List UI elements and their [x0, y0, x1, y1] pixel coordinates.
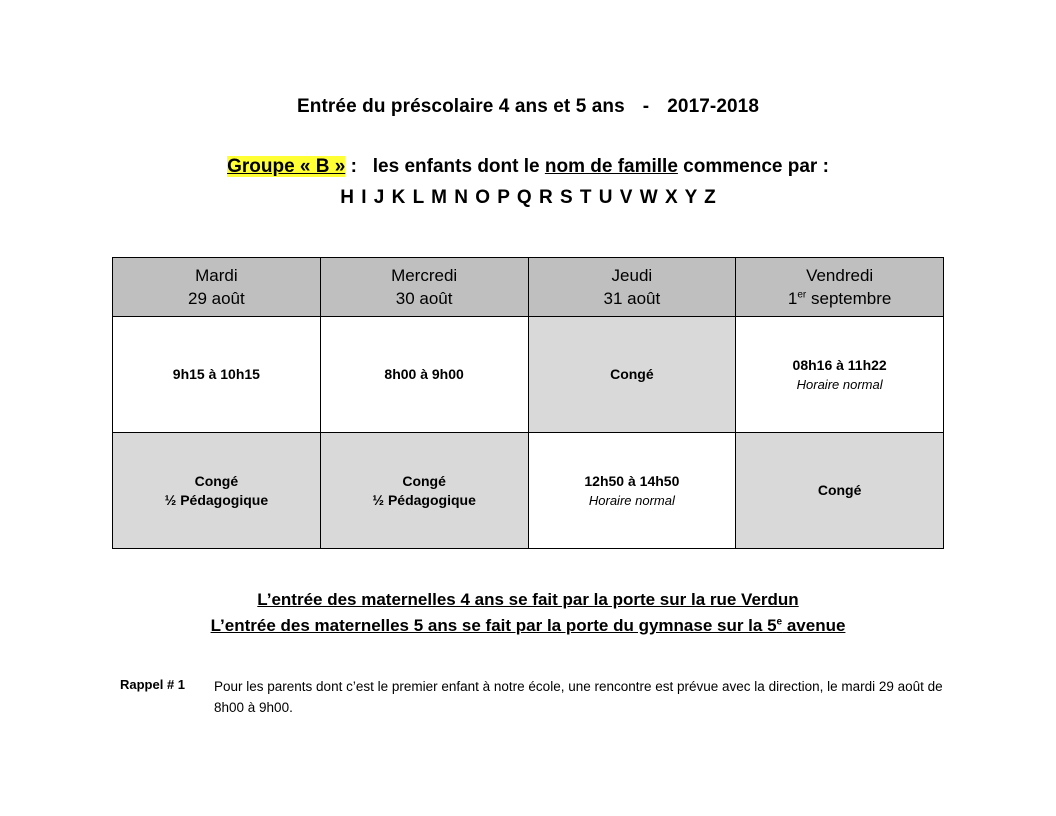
group-text-after: commence par :: [677, 156, 829, 177]
cell-main: 9h15 à 10h15: [172, 366, 260, 382]
cell-line2: ½ Pédagogique: [164, 491, 269, 508]
cell-main: Congé: [817, 482, 862, 498]
cell-sub: Horaire normal: [796, 376, 883, 392]
title-year: 2017-2018: [667, 96, 759, 117]
group-text-before: les enfants dont le: [372, 156, 545, 177]
cell-main: Congé: [402, 472, 446, 489]
group-label: Groupe « B »: [227, 156, 346, 177]
column-header-mardi: [113, 258, 321, 317]
notice-line-2: [0, 616, 1056, 636]
date-label: 30 août: [395, 289, 453, 308]
table-cell: [736, 317, 944, 433]
table-header-row: [113, 258, 944, 317]
title-text: Entrée du préscolaire 4 ans et 5 ans: [297, 96, 625, 117]
table-cell: [736, 433, 944, 549]
rappel-label: Rappel # 1: [120, 677, 186, 692]
notice-line-2-after: avenue: [782, 616, 846, 635]
schedule-table: [112, 257, 944, 549]
group-colon: :: [345, 156, 357, 177]
column-header-vendredi: [736, 258, 944, 317]
date-label: 31 août: [603, 289, 661, 308]
table-row: [113, 433, 944, 549]
page-title: [0, 96, 1056, 118]
date-rest: septembre: [806, 289, 892, 308]
date-label: 1: [787, 289, 798, 308]
group-line: [0, 156, 1056, 178]
column-header-mercredi: [320, 258, 528, 317]
table-cell: [113, 317, 321, 433]
notice-line-2-before: L’entrée des maternelles 5 ans se fait par la porte du gymnase sur la 5: [210, 616, 777, 635]
table-row: [113, 317, 944, 433]
notice-superscript: e: [776, 616, 783, 628]
cell-line2: ½ Pédagogique: [372, 491, 476, 508]
date-label: 29 août: [188, 289, 245, 308]
cell-main: Congé: [194, 472, 239, 489]
day-label: Vendredi: [806, 266, 874, 285]
table-cell: [320, 433, 528, 549]
group-underlined: nom de famille: [544, 156, 678, 177]
day-label: Mercredi: [391, 266, 458, 285]
table-cell: [320, 317, 528, 433]
cell-main: 8h00 à 9h00: [384, 366, 464, 382]
letters-list: H I J K L M N O P Q R S T U V W X Y Z: [340, 187, 716, 208]
table-cell: [113, 433, 321, 549]
notice-line-1: L’entrée des maternelles 4 ans se fait par la porte sur la rue Verdun: [257, 590, 799, 609]
rappel-text: Pour les parents dont c’est le premier enfant à notre école, une rencontre est prévue avec la direction, le mardi 29 août de 8h00 à 9h00.: [214, 679, 943, 715]
cell-sub: Horaire normal: [588, 492, 675, 508]
day-label: Jeudi: [611, 266, 653, 285]
date-superscript: er: [797, 289, 807, 301]
cell-main: 08h16 à 11h22: [792, 356, 887, 373]
column-header-jeudi: [528, 258, 736, 317]
cell-main: 12h50 à 14h50: [584, 472, 680, 489]
day-label: Mardi: [195, 266, 238, 285]
title-separator: -: [642, 96, 650, 117]
table-cell: [528, 317, 736, 433]
table-cell: [528, 433, 736, 549]
cell-main: Congé: [610, 366, 654, 382]
